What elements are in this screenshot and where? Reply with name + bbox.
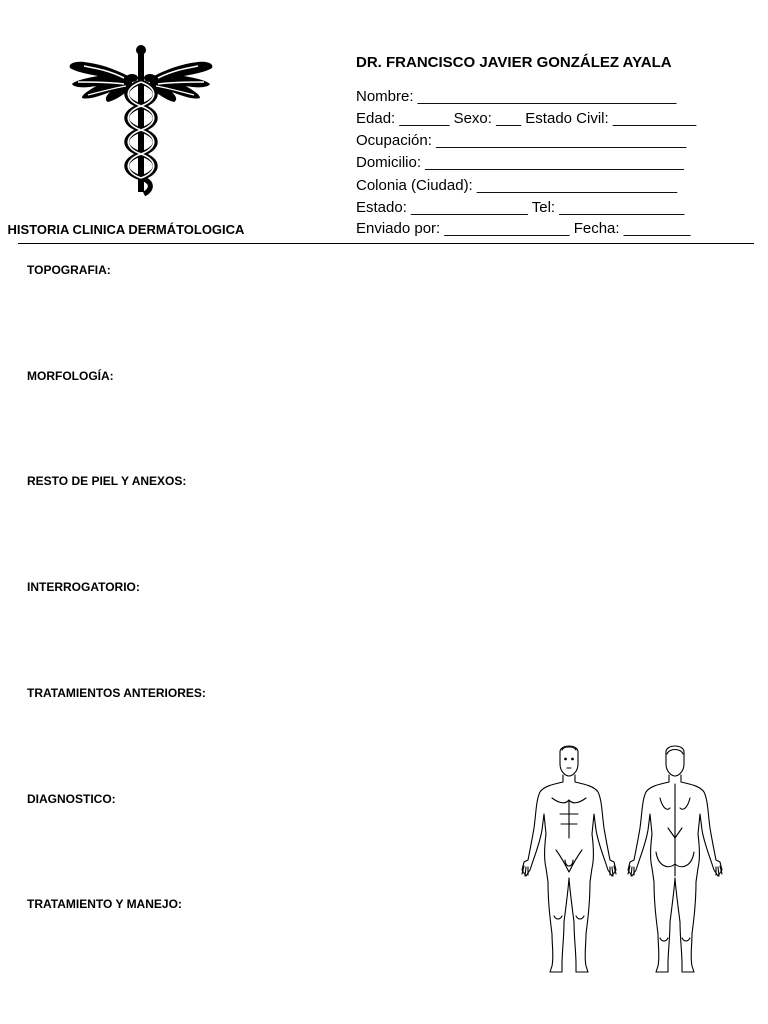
section-topografia: TOPOGRAFIA:	[27, 263, 111, 277]
section-resto-piel: RESTO DE PIEL Y ANEXOS:	[27, 474, 187, 488]
doctor-name: DR. FRANCISCO JAVIER GONZÁLEZ AYALA	[356, 54, 672, 71]
section-tratamientos-anteriores: TRATAMIENTOS ANTERIORES:	[27, 686, 206, 700]
field-estado-tel: Estado: ______________ Tel: _______________	[356, 199, 685, 216]
field-enviado-fecha: Enviado por: _______________ Fecha: ________	[356, 220, 691, 237]
form-title: HISTORIA CLINICA DERMÁTOLOGICA	[7, 222, 245, 237]
section-tratamiento-manejo: TRATAMIENTO Y MANEJO:	[27, 897, 182, 911]
field-nombre: Nombre: _______________________________	[356, 88, 677, 105]
field-domicilio: Domicilio: _______________________________	[356, 154, 684, 171]
body-diagram-icon	[516, 742, 728, 978]
field-ocupacion: Ocupación: ______________________________	[356, 132, 687, 149]
section-diagnostico: DIAGNOSTICO:	[27, 792, 116, 806]
body-back-figure	[628, 746, 722, 972]
header-divider	[18, 243, 754, 244]
field-colonia: Colonia (Ciudad): ________________________	[356, 177, 678, 194]
caduceus-icon	[62, 42, 220, 198]
section-morfologia: MORFOLOGÍA:	[27, 369, 114, 383]
field-edad-sexo-estado-civil: Edad: ______ Sexo: ___ Estado Civil: __________	[356, 110, 697, 127]
section-interrogatorio: INTERROGATORIO:	[27, 580, 140, 594]
body-front-figure	[522, 746, 616, 972]
